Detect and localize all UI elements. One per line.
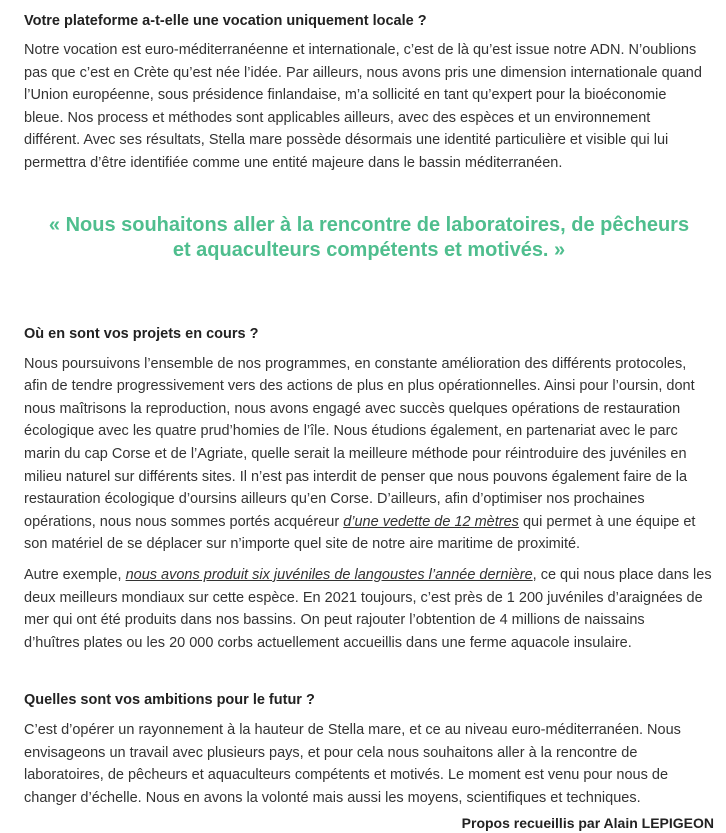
paragraph-text: , ce qui nous place dans les deux meilleurs mondiaux sur cette espèce. En 2021 toujours, c’est près de 1 200 juvéniles d’araignées de mer qui ont été produits dans nos bassins. On peut rajouter l’obtention de 4 millions de naissains d’huîtres plates ou les 20 000 corbs actuellement accueillis dans une ferme aquacole insulaire. (24, 566, 712, 651)
paragraph-text: qui permet à une équipe et son matériel de se déplacer sur n’importe quel site de notre aire maritime de proximité. (24, 513, 696, 553)
lobster-link[interactable]: nous avons produit six juvéniles de langoustes l’année dernière (125, 566, 533, 583)
article-body (24, 8, 714, 833)
question-heading-projects: Où en sont vos projets en cours ? (24, 325, 259, 342)
answer-paragraph-future: C’est d’opérer un rayonnement à la hauteur de Stella mare, et ce au niveau euro-méditerranéen. Nous envisageons un travail avec plusieurs pays, et pour cela nous souhaitons aller à la rencontre de laboratoires, de pêcheurs et aquaculteurs compétents et motivés. Le moment est venu pour nous de changer d’échelle. Nous en avons la volonté mais aussi les moyens, scientifiques et techniques. (24, 722, 681, 807)
interview-credit: Propos recueillis par Alain LEPIGEON (461, 814, 714, 831)
answer-paragraph-local: Notre vocation est euro-méditerranéenne et internationale, c’est de là qu’est issue notre ADN. N’oublions pas que c’est en Crète qu’est née l’idée. Par ailleurs, nous avons pris une dimension internationale quand l’Union européenne, sous présidence finlandaise, m’a sollicité en tant qu’expert pour la bioéconomie bleue. Nos process et méthodes sont applicables ailleurs, avec des espèces et un environnement différent. Avec ses résultats, Stella mare possède désormais une identité particulière et visible qui lui permettra d’être identifiée comme une entité majeure dans le bassin méditerranéen. (24, 42, 702, 171)
pull-quote: « Nous souhaitons aller à la rencontre de laboratoires, de pêcheurs et aquaculteurs compétents et motivés. » (48, 213, 690, 261)
question-heading-future: Quelles sont vos ambitions pour le futur ? (24, 692, 315, 709)
boat-link[interactable]: d’une vedette de 12 mètres (343, 513, 519, 530)
paragraph-text: Nous poursuivons l’ensemble de nos programmes, en constante amélioration des différents protocoles, afin de tendre progressivement vers des actions de plus en plus opérationnelles. Ainsi pour l’oursin, dont nous maîtrisons la reproduction, nous avons engagé avec succès quelques opérations de restauration écologique avec les quatre prud’homies de l’île. Nous étudions également, en partenariat avec le parc marin du cap Corse et de l’Agriate, quelle serait la meilleure méthode pour réintroduire des juvéniles en milieu naturel sur différents sites. Il n’est pas interdit de penser que nous pouvons également faire de la restauration écologique d’oursins ailleurs qu’en Corse. D’ailleurs, afin d’optimiser nos prochaines opérations, nous nous sommes portés acquéreur (24, 355, 695, 530)
answer-paragraph-projects-1 (24, 353, 714, 556)
paragraph-text: Autre exemple, (24, 566, 126, 583)
question-heading-local: Votre plateforme a-t-elle une vocation uniquement locale ? (24, 13, 427, 29)
answer-paragraph-projects-2 (24, 564, 714, 654)
